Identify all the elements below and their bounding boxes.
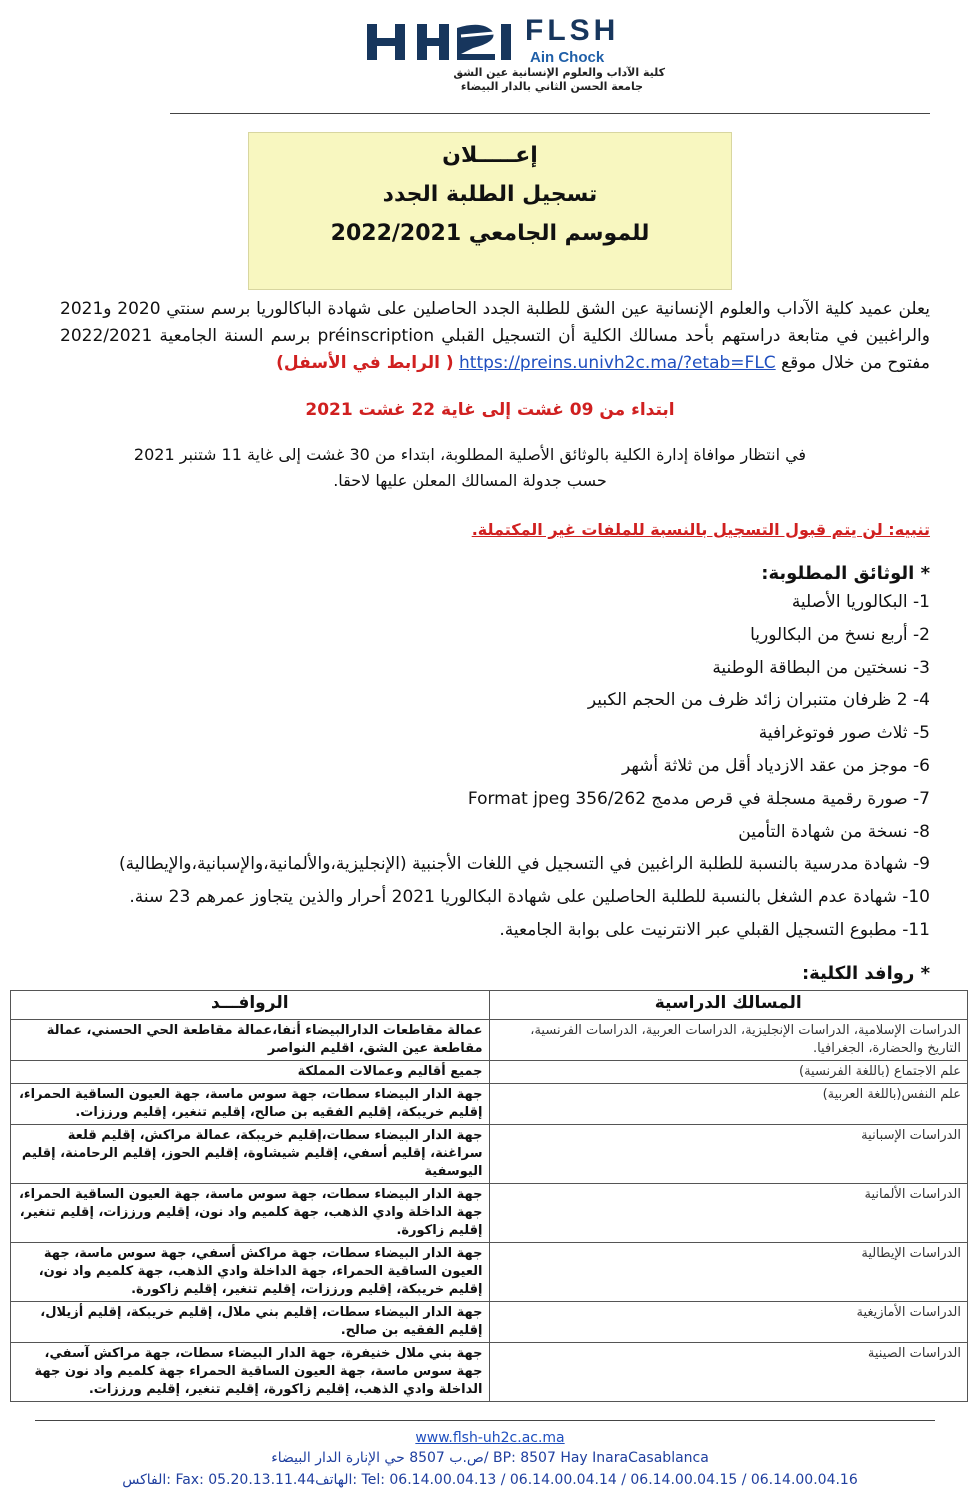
track-cell: الدراسات الأمازيغية xyxy=(489,1302,968,1343)
list-item: 5- ثلاث صور فوتوغرافية xyxy=(758,723,930,744)
track-cell: الدراسات الإيطالية xyxy=(489,1243,968,1302)
feeder-cell: عمالة مقاطعات الدارالبيضاء أنفا،عمالة مقاطعة الحي الحسني، عمالة مقاطعة عين الشق، اقليم النواصر xyxy=(11,1020,490,1061)
list-item: 1- البكالوريا الأصلية xyxy=(791,592,930,612)
table-row xyxy=(11,1020,968,1061)
list-item: 7- صورة رقمية مسجلة في قرص مدمج Format jpeg 356/262 xyxy=(467,788,930,809)
list-item: 8- نسخة من شهادة التأمين xyxy=(738,821,930,842)
header-divider xyxy=(170,113,930,114)
feeder-cell: جهة بني ملال خنيفرة، جهة الدار البيضاء سطات، جهة مراكش آسفي، جهة سوس ماسة، جهة العيون الساقية الحمراء جهة كلميم واد نون جهة الداخلة وادي الذهب، إقليم زاكورة، إقليم تنغير، إقليم ورززات. xyxy=(11,1343,490,1402)
list-item: 2- أربع نسخ من البكالوريا xyxy=(750,624,930,645)
list-item: 3- نسختين من البطاقة الوطنية xyxy=(712,657,930,678)
documents-title: * الوثائق المطلوبة: xyxy=(761,563,930,584)
footer-address: ص.ب 8507 حي الإنارة الدار البيضاء/ BP: 8507 Hay InaraCasablanca xyxy=(271,1450,709,1466)
list-item: 6- موجز من عقد الازدياد أقل من ثلاثة أشهر xyxy=(621,755,930,776)
list-item: 4- 2 ظرفان متنبران زائد ظرف من الحجم الكبير xyxy=(587,690,930,711)
brand-subtitle: Ain Chock xyxy=(530,49,605,66)
documents-list xyxy=(110,586,930,947)
track-cell: الدراسات الإسبانية xyxy=(489,1125,968,1184)
table-row xyxy=(11,1302,968,1343)
feeder-cell: جميع أقاليم وعمالات المملكة xyxy=(11,1061,490,1084)
track-cell: الدراسات الألمانية xyxy=(489,1184,968,1243)
documents-deadline-line2: حسب جدولة المسالك المعلن عليها لاحقا. xyxy=(333,471,607,490)
list-item: 11- مطبوع التسجيل القبلي عبر الانترنيت على بوابة الجامعية. xyxy=(499,919,930,940)
table-row xyxy=(11,1243,968,1302)
announcement-season: للموسم الجامعي 2022/2021 xyxy=(330,221,650,246)
track-cell: الدراسات الصينية xyxy=(489,1343,968,1402)
announcement-box xyxy=(248,132,732,290)
documents-deadline xyxy=(100,442,840,494)
feeder-cell: جهة الدار البيضاء سطات، إقليم بني ملال، إقليم خريبكة، إقليم أزيلال، إقليم الفقيه بن صالح. xyxy=(11,1302,490,1343)
column-header-tracks: المسالك الدراسية xyxy=(489,991,968,1020)
incomplete-file-warning: تنبيه: لن يتم قبول التسجيل بالنسبة للملفات غير المكتملة. xyxy=(471,520,930,539)
documents-deadline-line1: في انتظار موافاة إدارة الكلية بالوثائق الأصلية المطلوبة، ابتداء من 30 غشت إلى غاية 11 شتنبر 2021 xyxy=(133,445,807,464)
track-cell: الدراسات الإسلامية، الدراسات الإنجليزية، الدراسات العربية، الدراسات الفرنسية، التاريخ والحضارة، الجغرافيا. xyxy=(489,1020,968,1061)
feeder-cell: جهة الدار البيضاء سطات، جهة مراكش أسفي، جهة سوس ماسة، جهة العيون الساقية الحمراء، جهة الداخلة وادي الذهب، جهة كلميم واد نون، إقليم خريبكة، إقليم ورززات، إقليم تنغير، إقليم زاكورة. xyxy=(11,1243,490,1302)
column-header-feeders: الروافـــد xyxy=(11,991,490,1020)
list-item: 10- شهادة عدم الشغل بالنسبة للطلبة الحاصلين على شهادة البكالوريا 2021 أحرار والذين يتجاوز عمرهم 23 سنة. xyxy=(129,887,930,908)
table-header-row xyxy=(11,991,968,1020)
announcement-subject: تسجيل الطلبة الجدد xyxy=(382,182,598,207)
feeders-title: * روافد الكلية: xyxy=(801,963,930,984)
table-row xyxy=(11,1084,968,1125)
feeder-cell: جهة الدار البيضاء سطات، جهة سوس ماسة، جهة العيون الساقية الحمراء، جهة الداخلة وادي الذهب، جهة كلميم واد نون، إقليم ورززات، إقليم تنغير، إقليم زاكورة. xyxy=(11,1184,490,1243)
intro-text: يعلن عميد كلية الآداب والعلوم الإنسانية عين الشق للطلبة الجدد الحاصلين على شهادة الباكالوريا برسم سنتي 2020 و2021 والراغبين في متابعة دراستهم بأحد مسالك الكلية أن التسجيل القبلي préinscription برسم السنة الجامعية 2022/2021 مفتوح من خلال موقع xyxy=(60,299,930,373)
table-row xyxy=(11,1343,968,1402)
intro-paragraph xyxy=(60,296,930,377)
brand-name: FLSH xyxy=(525,14,620,47)
table-row xyxy=(11,1125,968,1184)
uh2c-logo-icon xyxy=(365,18,515,64)
link-below-note: ( الرابط في الأسفل) xyxy=(276,353,454,373)
faculty-logo xyxy=(365,14,665,93)
feeder-cell: جهة الدار البيضاء سطات، جهة سوس ماسة، جهة العيون الساقية الحمراء، إقليم خريبكة، إقليم الفقيه بن صالح، إقليم تنغير، إقليم ورززات. xyxy=(11,1084,490,1125)
feeder-cell: جهة الدار البيضاء سطات،إقليم خريبكة، عمالة مراكش، إقليم قلعة سراغنة، إقليم أسفي، إقليم شيشاوة، إقليم الحوز، إقليم الرحامنة، إقليم اليوسفية xyxy=(11,1125,490,1184)
footer-website-link[interactable]: www.flsh-uh2c.ac.ma xyxy=(415,1430,565,1446)
track-cell: علم الاجتماع (باللغة الفرنسية) xyxy=(489,1061,968,1084)
table-row xyxy=(11,1061,968,1084)
preinscription-link[interactable]: https://preins.univh2c.ma/?etab=FLC xyxy=(459,353,776,373)
footer-contacts: الفاكس: Fax: 05.20.13.11.44الهاتف: Tel: 06.14.00.04.13 / 06.14.00.04.14 / 06.14.00.04.15 / 06.14.00.04.16 xyxy=(122,1472,858,1488)
announcement-title: إعـــــلان xyxy=(442,143,538,168)
list-item: 9- شهادة مدرسية بالنسبة للطلبة الراغبين في التسجيل في اللغات الأجنبية (الإنجليزية،والألمانية،والإسبانية،والإيطالية) xyxy=(118,854,930,875)
registration-dates: ابتداء من 09 غشت إلى غاية 22 غشت 2021 xyxy=(305,400,675,420)
table-row xyxy=(11,1184,968,1243)
track-cell: علم النفس(باللغة العربية) xyxy=(489,1084,968,1125)
feeders-table xyxy=(10,990,968,1402)
faculty-name-ar: كلية الآداب والعلوم الإنسانية عين الشق xyxy=(453,66,665,79)
university-name-ar: جامعة الحسن الثاني بالدار البيضاء xyxy=(460,80,643,93)
footer-divider xyxy=(35,1420,935,1421)
